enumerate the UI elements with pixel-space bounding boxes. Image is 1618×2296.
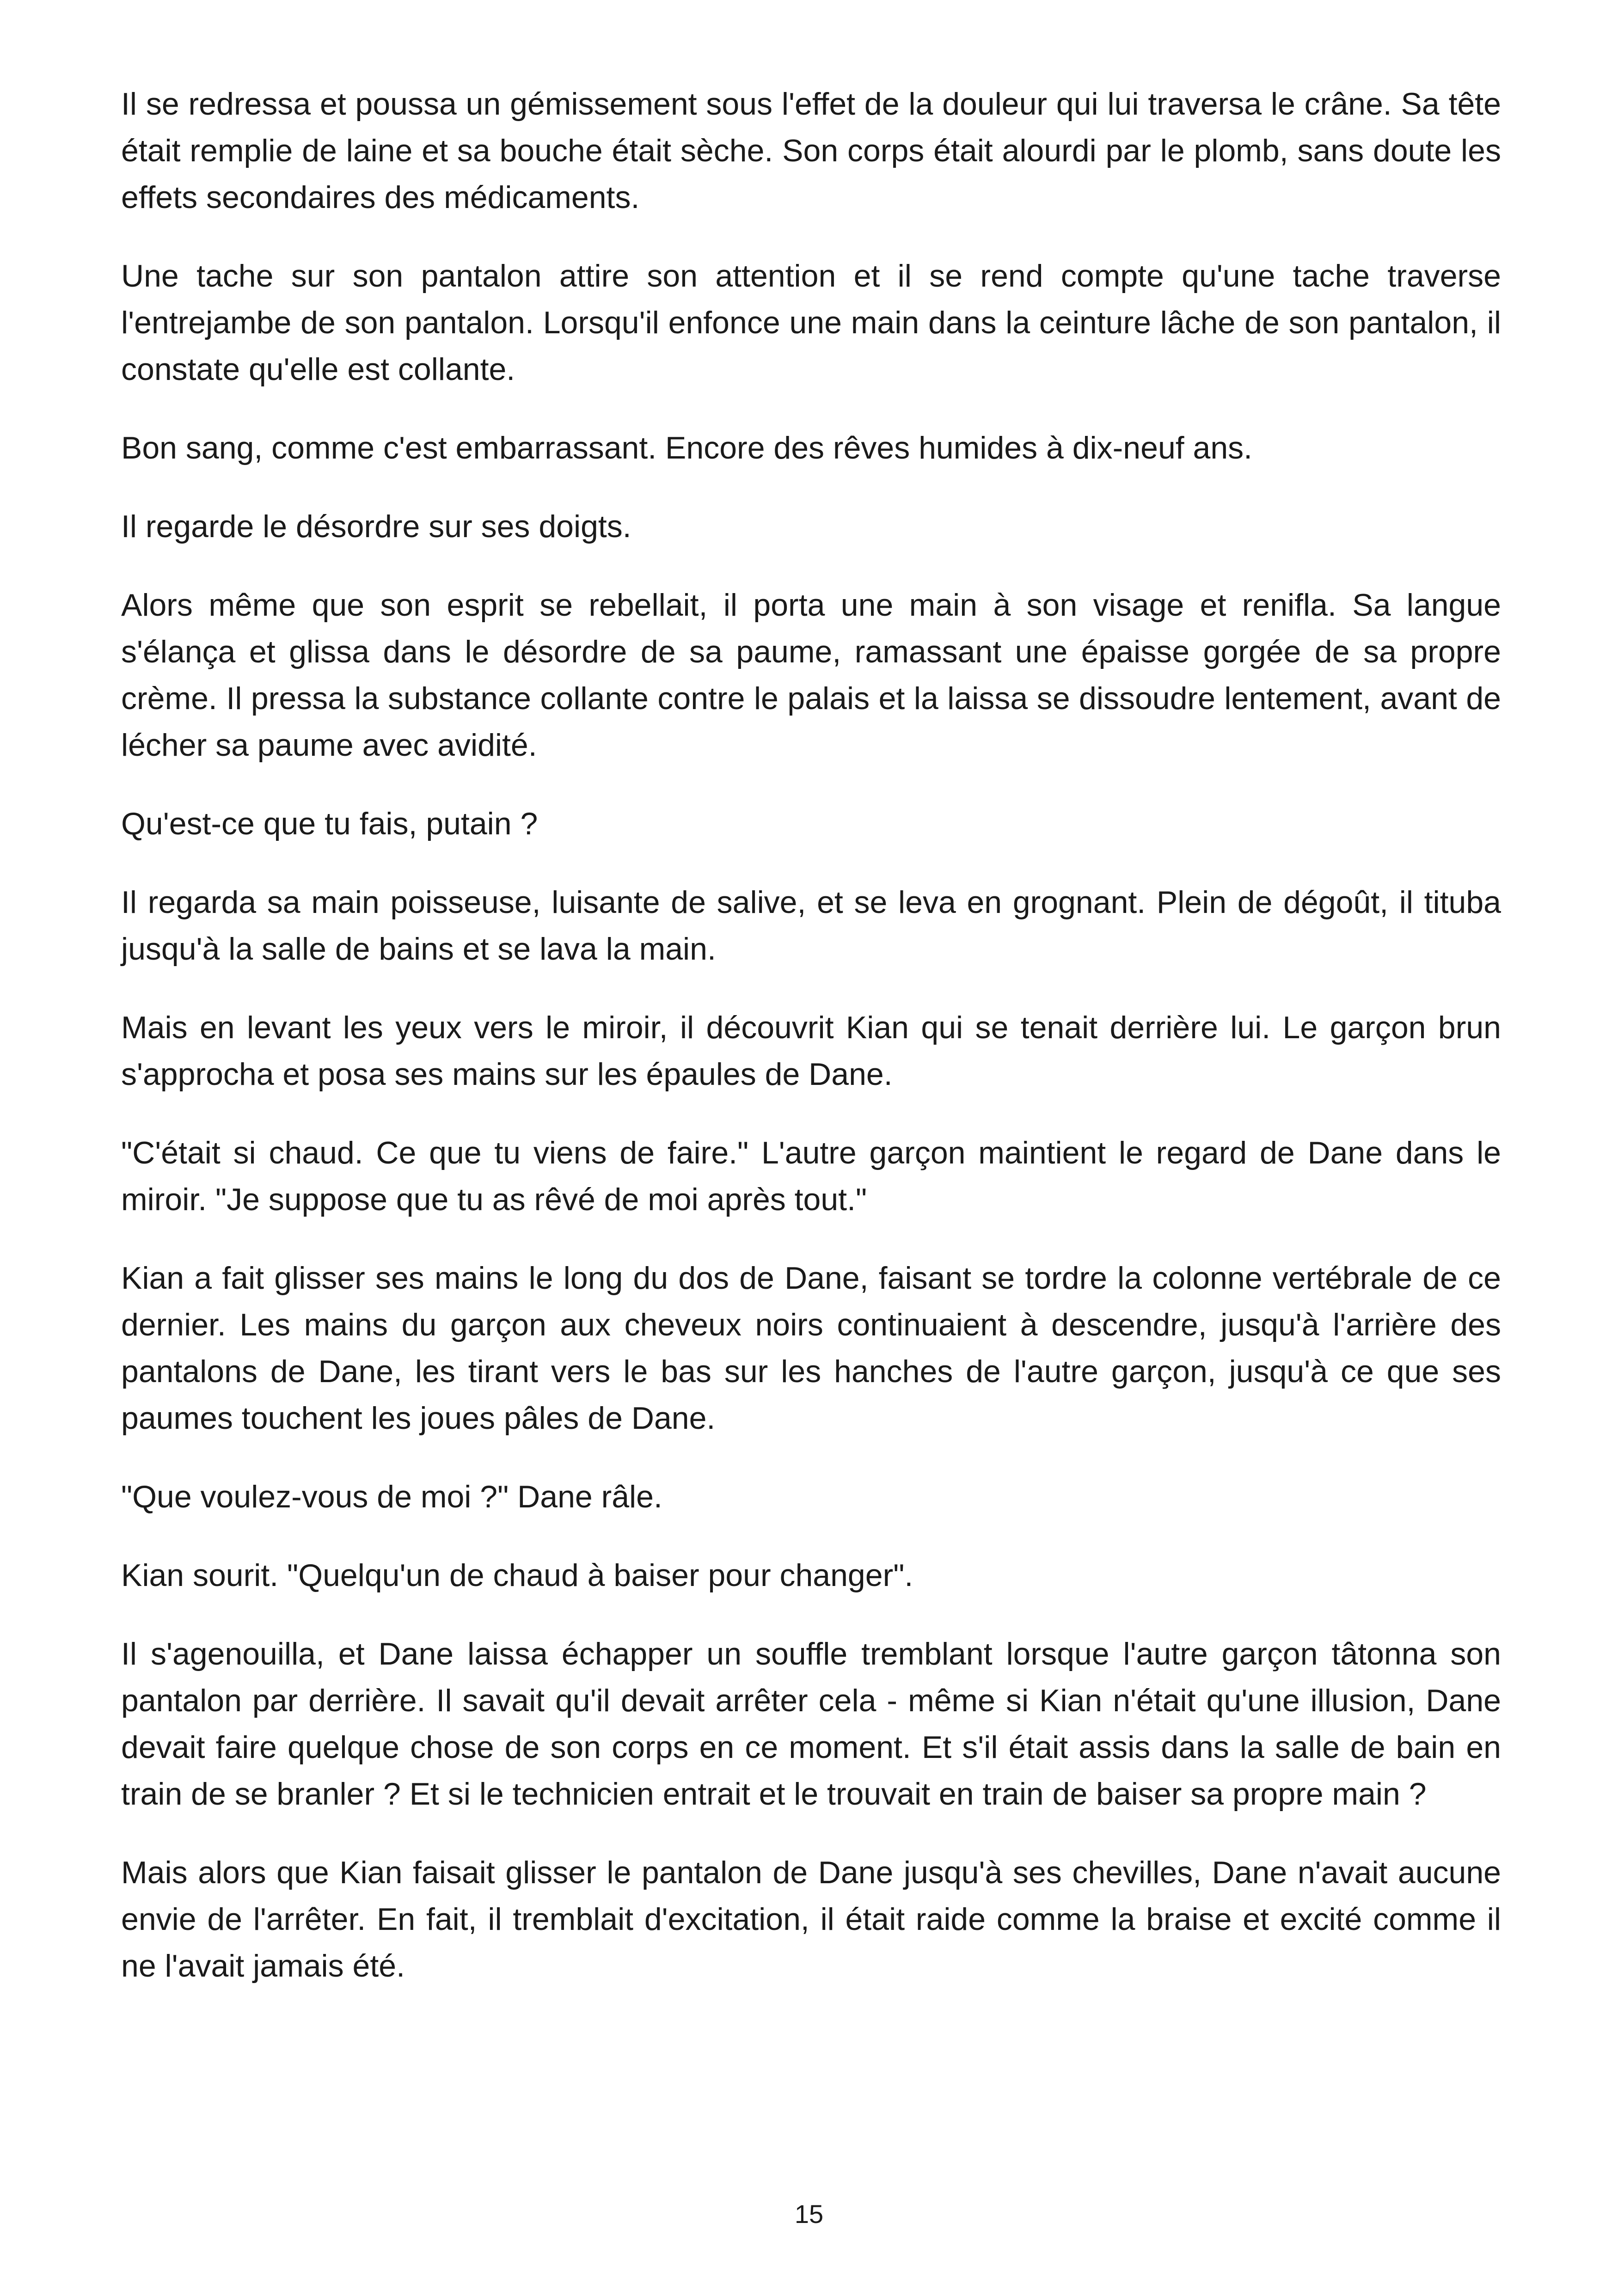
page-number: 15 — [794, 2199, 824, 2229]
paragraph-12: Kian sourit. "Quelqu'un de chaud à baiser pour changer". — [121, 1558, 913, 1593]
paragraph-2: Une tache sur son pantalon attire son attention et il se rend compte qu'une tache traverse l'entrejambe de son pantalon. Lorsqu'il enfonce une main dans la ceinture lâche de son pantalon, il constate qu'elle est collante. — [121, 258, 1501, 387]
document-body — [121, 81, 1501, 2021]
paragraph-6: Qu'est-ce que tu fais, putain ? — [121, 806, 538, 841]
paragraph-1: Il se redressa et poussa un gémissement sous l'effet de la douleur qui lui traversa le crâne. Sa tête était remplie de laine et sa bouche était sèche. Son corps était alourdi par le plomb, sans doute les effets secondaires des médicaments. — [121, 86, 1501, 215]
paragraph-10: Kian a fait glisser ses mains le long du dos de Dane, faisant se tordre la colonne vertébrale de ce dernier. Les mains du garçon aux cheveux noirs continuaient à descendre, jusqu'à l'arrière des pantalons de Dane, les tirant vers le bas sur les hanches de l'autre garçon, jusqu'à ce que ses paumes touchent les joues pâles de Dane. — [121, 1261, 1501, 1436]
paragraph-5: Alors même que son esprit se rebellait, il porta une main à son visage et renifla. Sa langue s'élança et glissa dans le désordre de sa paume, ramassant une épaisse gorgée de sa propre crème. Il pressa la substance collante contre le palais et la laissa se dissoudre lentement, avant de lécher sa paume avec avidité. — [121, 588, 1501, 763]
paragraph-7: Il regarda sa main poisseuse, luisante de salive, et se leva en grognant. Plein de dégoût, il tituba jusqu'à la salle de bains et se lava la main. — [121, 885, 1501, 967]
paragraph-11: "Que voulez-vous de moi ?" Dane râle. — [121, 1479, 662, 1514]
paragraph-13: Il s'agenouilla, et Dane laissa échapper un souffle tremblant lorsque l'autre garçon tâtonna son pantalon par derrière. Il savait qu'il devait arrêter cela - même si Kian n'était qu'une illusion, Dane devait faire quelque chose de son corps en ce moment. Et s'il était assis dans la salle de bain en train de se branler ? Et si le technicien entrait et le trouvait en train de baiser sa propre main ? — [121, 1636, 1501, 1812]
paragraph-14: Mais alors que Kian faisait glisser le pantalon de Dane jusqu'à ses chevilles, Dane n'avait aucune envie de l'arrêter. En fait, il tremblait d'excitation, il était raide comme la braise et excité comme il ne l'avait jamais été. — [121, 1855, 1501, 1984]
paragraph-8: Mais en levant les yeux vers le miroir, il découvrit Kian qui se tenait derrière lui. Le garçon brun s'approcha et posa ses mains sur les épaules de Dane. — [121, 1010, 1501, 1092]
paragraph-9: "C'était si chaud. Ce que tu viens de faire." L'autre garçon maintient le regard de Dane dans le miroir. "Je suppose que tu as rêvé de moi après tout." — [121, 1135, 1501, 1217]
paragraph-4: Il regarde le désordre sur ses doigts. — [121, 509, 631, 544]
paragraph-3: Bon sang, comme c'est embarrassant. Encore des rêves humides à dix-neuf ans. — [121, 430, 1253, 465]
